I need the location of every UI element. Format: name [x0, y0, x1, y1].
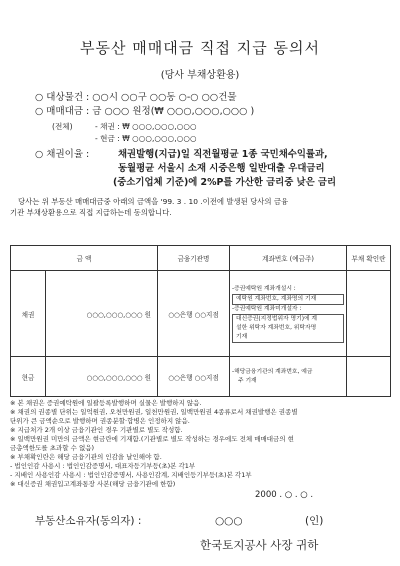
- date-line: 2000 . ○ . ○ .: [255, 490, 314, 500]
- breakdown-label: (전체): [52, 122, 73, 131]
- row-cash-bank: ○○은행 ○○지점: [158, 357, 230, 397]
- row-bond-bank: ○○은행 ○○지점: [158, 271, 230, 357]
- payment-table: [10, 245, 391, 397]
- header-amount: 금 액: [11, 246, 158, 271]
- intro-line-2: 기관 부채상환용으로 직접 지급하는데 동의합니다.: [10, 208, 172, 217]
- row-bond-label: 채권: [11, 271, 46, 357]
- row-bond-confirm[interactable]: [347, 271, 391, 357]
- row-bond-account: [230, 271, 347, 357]
- row-bond-amount: ○○○,○○○,○○○ 원: [46, 271, 158, 357]
- rate-line-2: 동월평균 서울시 소재 시중은행 일반대출 우대금리: [118, 163, 325, 174]
- amount-line: ○ 매매대금 : 금 ○○○ 원정(₩ ○○○,○○○,○○○ ): [35, 106, 255, 117]
- bond-account-note-6: 기재: [232, 333, 344, 343]
- notes-list: [10, 399, 395, 489]
- bond-account-note-4: 대신증권(지정법위자 명기)에 계: [232, 314, 344, 324]
- bond-account-note-5: 설한 위탁자 계좌번호, 위탁자명: [232, 324, 344, 333]
- bond-account-note-2: 예탁원 계좌번호, 계좌명의 기재: [232, 294, 344, 305]
- document-subtitle: (당사 부채상환용): [160, 70, 240, 81]
- cash-amount-line: - 현금 : ₩ ○○○,○○○,○○○: [95, 134, 197, 143]
- note-item: ※ 일백만원권 미만의 금액은 현금란에 기재함.(기관별로 별도 작성하는 경우에도 전체 매매대금의 현: [10, 435, 294, 443]
- note-item: ※ 부채확인란은 해당 금융기관의 인감을 날인해야 함.: [10, 453, 162, 461]
- note-item: - 지배인 사용인감 사용시 : 법인인감증명서, 사용인감계, 지배인등기부등(초)본 각1부: [10, 471, 252, 479]
- document-title: 부동산 매매대금 직접 지급 동의서: [80, 39, 320, 57]
- cash-account-note-1: -해당금융기관의 계좌번호, 예금: [232, 368, 313, 375]
- owner-label: 부동산소유자(동의자) :: [35, 515, 142, 527]
- note-item: ※ 채권의 권종별 단위는 일억원권, 오천만원권, 일천만원권, 일백만원권 4종류로서 채권발행은 권종별: [10, 408, 298, 416]
- note-item: 단위가 큰 금액순으로 발행하며 권종분할·합병은 인정하지 않음.: [10, 417, 190, 425]
- note-item: ※ 대신증권 채권입고계좌통장 사본(해당 금융기관에 한함): [10, 480, 176, 488]
- intro-paragraph: [10, 196, 390, 218]
- header-debt-confirm: 부채 확인란: [347, 246, 391, 271]
- row-cash-label: 현금: [11, 357, 46, 397]
- bond-amount-line: - 채권 : ₩ ○○○,○○○,○○○: [95, 122, 197, 131]
- row-cash-amount: ○○○,○○○,○○○ 원: [46, 357, 158, 397]
- intro-line-1: 당사는 위 부동산 매매대금중 아래의 금액을 '99. 3 . 10 .이전에 발생된 당사의 금융: [18, 197, 289, 206]
- rate-line-3: (중소기업체 기준)에 2%P를 가산한 금리중 낮은 금리: [113, 177, 337, 188]
- property-line: ○ 대상물건 : ○○시 ○○구 ○○동 ○-○ ○○건물: [35, 92, 237, 103]
- note-item: ※ 본 채권은 증권예탁원에 일괄등록발행하며 실물은 발행하지 않음.: [10, 399, 202, 407]
- note-item: 금총액한도를 초과할 수 없음): [10, 444, 95, 452]
- owner-name: ○○○: [215, 515, 243, 527]
- addressee: 한국토지공사 사장 귀하: [200, 538, 319, 552]
- header-bank: 금융기관명: [158, 246, 230, 271]
- seal-mark: (인): [305, 515, 324, 527]
- row-cash-confirm[interactable]: [347, 357, 391, 397]
- note-item: ※ 지급처가 2개 이상 금융기관인 경우 기관별로 별도 작성함.: [10, 426, 183, 434]
- bond-account-note-3: -증권예탁원 계좌미개설자 :: [232, 305, 302, 312]
- rate-line-1: 채권발행(지급)일 직전월평균 1종 국민채수익률과,: [118, 149, 328, 160]
- row-cash-account: [230, 357, 347, 397]
- note-item: - 법인인감 사용시 : 법인인감증명서, 대표자등기부등(초)본 각1부: [10, 462, 196, 470]
- bond-account-note-1: -증권예탁원 계좌개설시 :: [232, 285, 296, 292]
- rate-label: ○ 채권이율 :: [35, 149, 90, 160]
- header-account: 계좌번호 (예금주): [230, 246, 347, 271]
- cash-account-note-2: 주 기재: [238, 377, 257, 384]
